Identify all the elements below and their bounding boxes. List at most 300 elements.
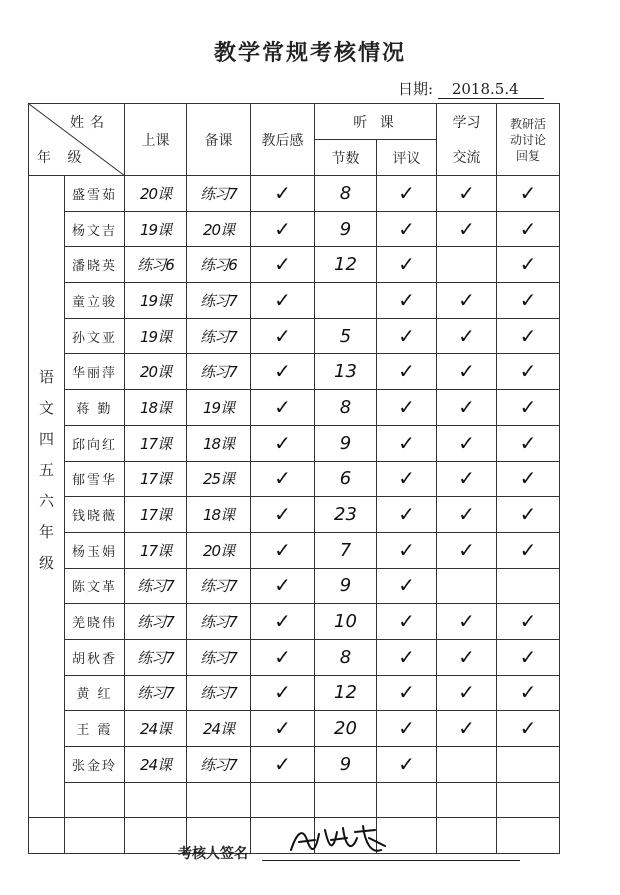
cell-jiaohougan [251, 497, 315, 533]
cell-pingyi [377, 354, 437, 390]
cell-huifu-value: ✓ [519, 430, 537, 455]
cell-jiaohougan-value: ✓ [274, 644, 291, 669]
cell-beike-value: 20课 [202, 541, 235, 560]
date-row [398, 78, 544, 99]
cell-beike [187, 639, 251, 675]
cell-jiaohougan [251, 318, 315, 354]
cell-jiaohougan [251, 425, 315, 461]
cell-jiaohougan [251, 782, 315, 818]
table-row [29, 604, 560, 640]
cell-shangke [125, 782, 187, 818]
cell-shangke-value: 17课 [139, 434, 172, 453]
cell-jiaoliu [437, 818, 497, 854]
cell-jieshu-value: 10 [334, 611, 357, 633]
cell-jieshu [315, 747, 377, 783]
cell-jieshu [315, 390, 377, 426]
cell-jiaohougan-value: ✓ [274, 502, 291, 527]
cell-name [65, 318, 125, 354]
header-shangke: 上课 [125, 104, 187, 176]
cell-pingyi [377, 675, 437, 711]
cell-jiaohougan [251, 354, 315, 390]
header-jiaohougan: 教后感 [251, 104, 315, 176]
table-row [29, 782, 560, 818]
table-row [29, 283, 560, 319]
cell-shangke [125, 532, 187, 568]
cell-jiaoliu-value: ✓ [458, 609, 475, 634]
group-cell-blank [29, 782, 65, 818]
cell-jiaoliu [437, 176, 497, 212]
table-row [29, 461, 560, 497]
cell-jiaohougan-value: ✓ [274, 680, 291, 705]
cell-beike-value: 练习7 [200, 648, 237, 667]
page-title: 教学常规考核情况 [213, 40, 406, 66]
cell-huifu [497, 604, 560, 640]
cell-beike-value: 24课 [202, 720, 235, 739]
cell-pingyi [377, 711, 437, 747]
header-jiaoyan-line1: 教研活 [510, 116, 547, 131]
cell-pingyi [377, 782, 437, 818]
cell-name [65, 176, 125, 212]
cell-jiaohougan [251, 604, 315, 640]
cell-shangke [125, 425, 187, 461]
cell-huifu [497, 747, 560, 783]
cell-beike [187, 247, 251, 283]
cell-name-value: 潘晓英 [71, 259, 117, 275]
cell-jiaohougan [251, 211, 315, 247]
cell-huifu-value: ✓ [519, 609, 537, 634]
cell-pingyi-value: ✓ [398, 716, 415, 741]
corner-header [29, 104, 125, 176]
table-row [29, 176, 560, 212]
cell-shangke [125, 639, 187, 675]
cell-jiaohougan-value: ✓ [274, 716, 291, 741]
cell-jieshu [315, 354, 377, 390]
cell-name [65, 604, 125, 640]
cell-huifu [497, 283, 560, 319]
cell-name [65, 711, 125, 747]
cell-huifu [497, 176, 560, 212]
cell-pingyi [377, 497, 437, 533]
cell-huifu [497, 390, 560, 426]
cell-huifu [497, 211, 560, 247]
cell-huifu [497, 461, 560, 497]
signature-handwriting [285, 820, 395, 860]
cell-beike [187, 176, 251, 212]
cell-jieshu [315, 711, 377, 747]
cell-pingyi [377, 747, 437, 783]
cell-name [65, 568, 125, 604]
cell-jiaohougan-value: ✓ [274, 537, 291, 562]
cell-huifu-value: ✓ [519, 680, 537, 705]
cell-beike-value: 练习6 [200, 256, 237, 275]
table-row [29, 211, 560, 247]
cell-beike [187, 497, 251, 533]
cell-jiaoliu [437, 675, 497, 711]
cell-name-value: 钱晓薇 [71, 509, 117, 525]
cell-shangke-value: 20课 [139, 184, 172, 203]
group-cell [29, 176, 65, 783]
header-pingyi: 评议 [377, 140, 437, 176]
cell-pingyi-value: ✓ [398, 537, 415, 562]
cell-name-value: 胡秋香 [71, 651, 117, 667]
cell-jiaohougan [251, 639, 315, 675]
cell-beike-value: 练习7 [200, 577, 237, 596]
cell-jiaoliu-value: ✓ [458, 537, 475, 562]
cell-shangke-value: 19课 [139, 291, 172, 310]
cell-shangke-value: 练习7 [137, 648, 174, 667]
cell-jieshu [315, 211, 377, 247]
cell-jieshu [315, 639, 377, 675]
cell-name-value: 羌晓伟 [71, 616, 117, 632]
cell-jiaoliu [437, 354, 497, 390]
cell-jieshu-value: 8 [339, 182, 352, 204]
cell-name-value: 孙文亚 [71, 330, 117, 346]
cell-jieshu [315, 461, 377, 497]
cell-shangke [125, 568, 187, 604]
cell-jiaoliu-value: ✓ [458, 644, 475, 669]
cell-name-value: 黄 红 [76, 687, 113, 703]
cell-jiaoliu [437, 318, 497, 354]
cell-pingyi-value: ✓ [398, 323, 415, 348]
cell-shangke-value: 练习7 [137, 613, 174, 632]
cell-jiaohougan-value: ✓ [274, 394, 291, 419]
cell-beike [187, 711, 251, 747]
cell-jiaoliu-value: ✓ [458, 287, 475, 312]
cell-beike-value: 练习7 [200, 755, 237, 774]
cell-pingyi [377, 247, 437, 283]
cell-jiaohougan [251, 461, 315, 497]
cell-shangke [125, 318, 187, 354]
cell-beike-value: 练习7 [200, 363, 237, 382]
cell-beike [187, 390, 251, 426]
cell-beike-value: 练习7 [200, 291, 237, 310]
table-row [29, 247, 560, 283]
cell-pingyi [377, 639, 437, 675]
cell-jiaoliu-value: ✓ [458, 430, 475, 455]
cell-jieshu [315, 604, 377, 640]
cell-jiaoliu-value: ✓ [458, 680, 475, 705]
cell-jiaohougan-value: ✓ [274, 287, 291, 312]
cell-shangke [125, 461, 187, 497]
cell-name-value: 童立骏 [71, 294, 117, 310]
cell-jieshu-value: 9 [339, 753, 352, 775]
header-grade: 年 级 [37, 150, 88, 166]
cell-name [65, 461, 125, 497]
cell-pingyi [377, 461, 437, 497]
cell-jieshu-value: 9 [339, 575, 352, 597]
cell-name-value: 杨玉娟 [71, 544, 117, 560]
cell-beike [187, 604, 251, 640]
header-jiaoyan-line2: 动讨论 [510, 132, 547, 147]
cell-huifu [497, 354, 560, 390]
date-label: 日期: [398, 80, 434, 98]
table-row [29, 390, 560, 426]
cell-pingyi [377, 425, 437, 461]
cell-jiaoliu-value: ✓ [458, 394, 475, 419]
cell-beike-value: 练习7 [200, 684, 237, 703]
cell-pingyi [377, 568, 437, 604]
cell-jiaohougan [251, 532, 315, 568]
cell-jiaoliu [437, 461, 497, 497]
cell-pingyi-value: ✓ [398, 466, 415, 491]
cell-huifu [497, 675, 560, 711]
cell-shangke [125, 604, 187, 640]
cell-huifu [497, 711, 560, 747]
cell-jiaoliu [437, 247, 497, 283]
cell-name [65, 390, 125, 426]
header-beike: 备课 [187, 104, 251, 176]
cell-huifu-value: ✓ [519, 216, 537, 241]
cell-name-value: 郁雪华 [71, 473, 117, 489]
cell-jieshu-value: 9 [339, 218, 352, 240]
table-row [29, 425, 560, 461]
cell-shangke-value: 练习7 [137, 684, 174, 703]
cell-name-value: 盛雪茹 [71, 187, 117, 203]
cell-huifu-value: ✓ [519, 394, 537, 419]
table-body [29, 176, 560, 854]
cell-jiaohougan-value: ✓ [274, 430, 291, 455]
cell-shangke [125, 675, 187, 711]
cell-beike [187, 782, 251, 818]
table-row [29, 497, 560, 533]
cell-pingyi-value: ✓ [398, 430, 415, 455]
cell-jiaoliu [437, 747, 497, 783]
cell-beike-value: 18课 [202, 506, 235, 525]
cell-huifu [497, 639, 560, 675]
cell-beike-value: 练习7 [200, 327, 237, 346]
cell-name-value: 杨文吉 [71, 223, 117, 239]
cell-shangke [125, 176, 187, 212]
cell-jieshu [315, 568, 377, 604]
cell-jiaoliu [437, 639, 497, 675]
header-jieshu: 节数 [315, 140, 377, 176]
cell-jiaoliu-value: ✓ [458, 323, 475, 348]
cell-jiaoliu-value: ✓ [458, 216, 475, 241]
cell-jiaoliu-value: ✓ [458, 716, 475, 741]
cell-jiaohougan [251, 176, 315, 212]
cell-name [65, 639, 125, 675]
cell-shangke [125, 247, 187, 283]
cell-huifu [497, 247, 560, 283]
cell-huifu [497, 568, 560, 604]
cell-huifu [497, 318, 560, 354]
cell-jieshu [315, 782, 377, 818]
cell-beike [187, 568, 251, 604]
cell-jiaoliu [437, 782, 497, 818]
cell-jieshu-value: 5 [339, 325, 352, 347]
cell-jieshu-value: 13 [334, 361, 357, 383]
cell-jiaohougan [251, 747, 315, 783]
table-row [29, 711, 560, 747]
table-row [29, 639, 560, 675]
cell-huifu-value: ✓ [519, 644, 537, 669]
cell-pingyi [377, 318, 437, 354]
cell-beike [187, 747, 251, 783]
header-xuexi: 学习 [437, 104, 497, 140]
cell-pingyi-value: ✓ [398, 644, 415, 669]
group-label: 语文四五六年级 [37, 368, 55, 586]
cell-huifu-value: ✓ [519, 287, 537, 312]
cell-name [65, 818, 125, 854]
cell-shangke-value: 24课 [139, 720, 172, 739]
cell-jieshu [315, 675, 377, 711]
cell-beike-value: 练习7 [200, 613, 237, 632]
header-jiaoyan-line3: 回复 [516, 148, 541, 163]
header-jiaoyan [497, 104, 560, 176]
cell-shangke-value: 17课 [139, 470, 172, 489]
cell-jiaohougan-value: ✓ [274, 573, 291, 598]
cell-jiaohougan-value: ✓ [274, 359, 291, 384]
cell-name [65, 782, 125, 818]
cell-beike [187, 425, 251, 461]
cell-pingyi-value: ✓ [398, 680, 415, 705]
cell-shangke [125, 747, 187, 783]
table-row [29, 318, 560, 354]
cell-jieshu [315, 318, 377, 354]
cell-shangke-value: 练习6 [137, 256, 174, 275]
cell-jieshu [315, 532, 377, 568]
cell-jiaoliu [437, 283, 497, 319]
cell-beike [187, 675, 251, 711]
cell-jiaoliu [437, 211, 497, 247]
assessment-table [28, 103, 560, 854]
cell-jiaoliu [437, 497, 497, 533]
cell-jiaoliu-value: ✓ [458, 180, 475, 205]
cell-jiaoliu [437, 568, 497, 604]
cell-shangke [125, 711, 187, 747]
cell-pingyi-value: ✓ [398, 216, 415, 241]
cell-jiaohougan-value: ✓ [274, 180, 291, 205]
cell-jiaohougan [251, 283, 315, 319]
cell-name [65, 283, 125, 319]
cell-jiaohougan [251, 247, 315, 283]
cell-huifu-value: ✓ [519, 537, 537, 562]
cell-pingyi-value: ✓ [398, 751, 415, 776]
cell-shangke-value: 20课 [139, 363, 172, 382]
cell-jiaohougan [251, 675, 315, 711]
cell-shangke [125, 354, 187, 390]
cell-jiaohougan-value: ✓ [274, 466, 291, 491]
cell-beike [187, 283, 251, 319]
cell-jiaohougan-value: ✓ [274, 323, 291, 348]
cell-jiaohougan [251, 390, 315, 426]
cell-shangke-value: 19课 [139, 220, 172, 239]
cell-pingyi-value: ✓ [398, 252, 415, 277]
cell-name-value: 邱向红 [71, 437, 117, 453]
cell-jieshu [315, 247, 377, 283]
cell-shangke-value: 17课 [139, 541, 172, 560]
cell-beike [187, 211, 251, 247]
cell-huifu-value: ✓ [519, 359, 537, 384]
cell-huifu-value: ✓ [519, 252, 537, 277]
cell-name [65, 425, 125, 461]
table-row [29, 747, 560, 783]
table-row [29, 532, 560, 568]
cell-jiaoliu-value: ✓ [458, 359, 475, 384]
cell-jiaoliu-value: ✓ [458, 466, 475, 491]
cell-huifu [497, 532, 560, 568]
cell-jieshu-value: 12 [334, 254, 357, 276]
cell-beike [187, 532, 251, 568]
cell-pingyi [377, 604, 437, 640]
cell-jieshu-value: 23 [334, 504, 357, 526]
header-tingke: 听 课 [315, 104, 437, 140]
cell-name [65, 497, 125, 533]
cell-name [65, 211, 125, 247]
cell-name-value: 张金玲 [71, 758, 117, 774]
cell-huifu-value: ✓ [519, 716, 537, 741]
cell-beike-value: 25课 [202, 470, 235, 489]
cell-jieshu-value: 12 [334, 682, 357, 704]
cell-jieshu [315, 176, 377, 212]
cell-huifu [497, 497, 560, 533]
cell-huifu [497, 818, 560, 854]
cell-jiaohougan-value: ✓ [274, 216, 291, 241]
cell-beike-value: 练习7 [200, 184, 237, 203]
cell-jiaohougan-value: ✓ [274, 252, 291, 277]
cell-jieshu [315, 497, 377, 533]
cell-name [65, 247, 125, 283]
cell-shangke [125, 283, 187, 319]
cell-name [65, 354, 125, 390]
cell-jiaohougan-value: ✓ [274, 751, 291, 776]
cell-pingyi-value: ✓ [398, 609, 415, 634]
cell-jieshu-value: 9 [339, 432, 352, 454]
cell-jiaoliu [437, 425, 497, 461]
cell-beike-value: 19课 [202, 398, 235, 417]
cell-jiaohougan-value: ✓ [274, 609, 291, 634]
cell-name-value: 蒋 勤 [76, 401, 113, 417]
header-jiaoliu: 交流 [437, 140, 497, 176]
cell-jieshu-value: 20 [334, 718, 357, 740]
cell-shangke-value: 24课 [139, 755, 172, 774]
cell-beike-value: 20课 [202, 220, 235, 239]
cell-jiaohougan [251, 568, 315, 604]
cell-shangke [125, 497, 187, 533]
cell-beike [187, 318, 251, 354]
cell-beike-value: 18课 [202, 434, 235, 453]
signature-line [262, 860, 520, 861]
cell-name [65, 532, 125, 568]
cell-jiaohougan [251, 711, 315, 747]
cell-pingyi-value: ✓ [398, 287, 415, 312]
cell-pingyi-value: ✓ [398, 394, 415, 419]
cell-jieshu-value: 8 [339, 646, 352, 668]
cell-name-value: 华丽萍 [71, 366, 117, 382]
cell-name-value: 王 霞 [76, 723, 113, 739]
cell-pingyi [377, 211, 437, 247]
table-row [29, 354, 560, 390]
table-row [29, 568, 560, 604]
cell-shangke-value: 18课 [139, 398, 172, 417]
cell-pingyi-value: ✓ [398, 573, 415, 598]
group-cell-blank [29, 818, 65, 854]
cell-huifu-value: ✓ [519, 502, 537, 527]
cell-huifu-value: ✓ [519, 466, 537, 491]
cell-shangke-value: 17课 [139, 506, 172, 525]
cell-shangke [125, 390, 187, 426]
date-value: 2018.5.4 [438, 80, 544, 99]
cell-huifu [497, 782, 560, 818]
cell-shangke-value: 练习7 [137, 577, 174, 596]
cell-jiaoliu [437, 390, 497, 426]
cell-pingyi [377, 176, 437, 212]
cell-jieshu [315, 283, 377, 319]
signature-label: 考核人签名 [178, 846, 248, 862]
cell-pingyi [377, 283, 437, 319]
cell-jiaoliu-value: ✓ [458, 502, 475, 527]
table-row [29, 675, 560, 711]
